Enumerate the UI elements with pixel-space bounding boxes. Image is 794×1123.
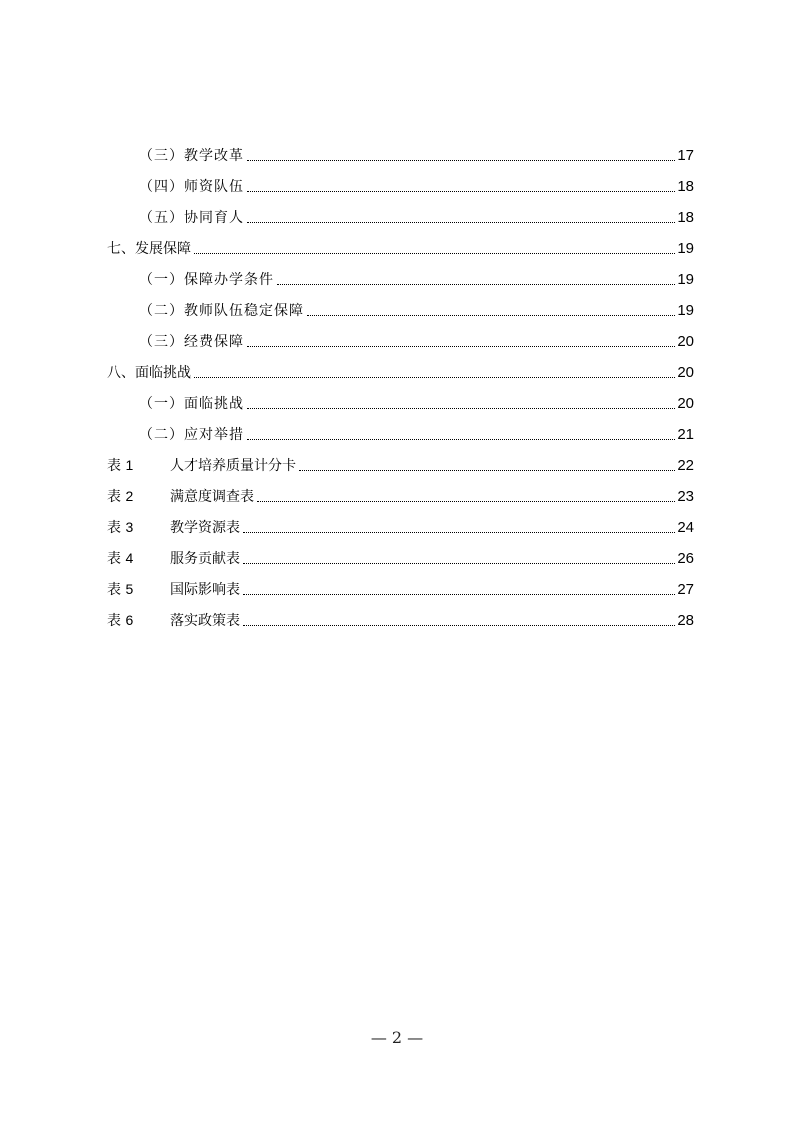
table-label — [107, 611, 170, 630]
toc-entry-title: （一）保障办学条件 — [139, 272, 274, 288]
table-label — [107, 549, 170, 568]
toc-entry-page: 19 — [677, 271, 694, 288]
toc-entry-title: 教学资源表 — [170, 520, 240, 536]
table-number: 6 — [125, 612, 134, 628]
toc-entry[interactable] — [0, 320, 794, 351]
toc-entry[interactable] — [0, 413, 794, 444]
toc-entry-title: 落实政策表 — [170, 613, 240, 629]
toc-entry-title: 七、发展保障 — [107, 241, 191, 257]
dot-leader — [247, 190, 675, 192]
toc-table-entry[interactable] — [0, 475, 794, 506]
toc-entry[interactable] — [0, 165, 794, 196]
toc-entry-title: （二）教师队伍稳定保障 — [139, 303, 304, 319]
toc-table-entry[interactable] — [0, 599, 794, 630]
dot-leader — [194, 376, 675, 378]
toc-entry-page: 20 — [677, 364, 694, 381]
table-label-word: 表 — [107, 458, 121, 474]
table-number: 4 — [125, 550, 134, 566]
toc-entry[interactable] — [0, 196, 794, 227]
toc-entry-page: 28 — [677, 612, 694, 629]
toc-entry[interactable] — [0, 289, 794, 320]
table-number: 5 — [125, 581, 134, 597]
table-label — [107, 456, 170, 475]
dot-leader — [299, 469, 675, 471]
toc-entry-title: （五）协同育人 — [139, 210, 244, 226]
toc-entry[interactable] — [0, 134, 794, 165]
toc-entry[interactable] — [0, 258, 794, 289]
toc-table-entry[interactable] — [0, 444, 794, 475]
toc-entry-page: 23 — [677, 488, 694, 505]
table-label-word: 表 — [107, 520, 121, 536]
table-label-word: 表 — [107, 489, 121, 505]
dot-leader — [243, 593, 675, 595]
toc-entry-title: （二）应对举措 — [139, 427, 244, 443]
toc-entry-page: 18 — [677, 178, 694, 195]
dot-leader — [243, 531, 675, 533]
table-label — [107, 518, 170, 537]
table-number: 3 — [125, 519, 134, 535]
toc-entry-page: 26 — [677, 550, 694, 567]
toc-entry-title: 八、面临挑战 — [107, 365, 191, 381]
dot-leader — [247, 159, 675, 161]
dot-leader — [247, 438, 675, 440]
toc-entry-title: 人才培养质量计分卡 — [170, 458, 296, 474]
toc-entry-title: 满意度调查表 — [170, 489, 254, 505]
toc-entry-title: （三）教学改革 — [139, 148, 244, 164]
table-of-contents — [0, 134, 794, 630]
page-number-footer: — 2 — — [370, 1028, 424, 1047]
dot-leader — [247, 345, 675, 347]
dot-leader — [247, 407, 675, 409]
toc-entry-page: 20 — [677, 395, 694, 412]
table-label — [107, 580, 170, 599]
toc-entry-title: （三）经费保障 — [139, 334, 244, 350]
table-number: 1 — [125, 457, 134, 473]
dot-leader — [243, 562, 675, 564]
table-number: 2 — [125, 488, 134, 504]
table-label-word: 表 — [107, 551, 121, 567]
toc-entry-page: 22 — [677, 457, 694, 474]
dot-leader — [257, 500, 675, 502]
toc-table-entry[interactable] — [0, 537, 794, 568]
toc-entry-title: （四）师资队伍 — [139, 179, 244, 195]
table-label-word: 表 — [107, 613, 121, 629]
dot-leader — [194, 252, 675, 254]
toc-entry[interactable] — [0, 382, 794, 413]
dot-leader — [247, 221, 675, 223]
toc-section-entry[interactable] — [0, 351, 794, 382]
toc-table-entry[interactable] — [0, 568, 794, 599]
toc-entry-page: 27 — [677, 581, 694, 598]
dot-leader — [307, 314, 675, 316]
toc-entry-page: 21 — [677, 426, 694, 443]
toc-entry-page: 19 — [677, 240, 694, 257]
dot-leader — [243, 624, 675, 626]
toc-entry-title: （一）面临挑战 — [139, 396, 244, 412]
toc-entry-page: 19 — [677, 302, 694, 319]
toc-table-entry[interactable] — [0, 506, 794, 537]
table-label — [107, 487, 170, 506]
toc-entry-page: 17 — [677, 147, 694, 164]
toc-entry-page: 20 — [677, 333, 694, 350]
toc-entry-title: 服务贡献表 — [170, 551, 240, 567]
toc-section-entry[interactable] — [0, 227, 794, 258]
toc-entry-page: 24 — [677, 519, 694, 536]
toc-entry-page: 18 — [677, 209, 694, 226]
toc-entry-title: 国际影响表 — [170, 582, 240, 598]
table-label-word: 表 — [107, 582, 121, 598]
dot-leader — [277, 283, 675, 285]
